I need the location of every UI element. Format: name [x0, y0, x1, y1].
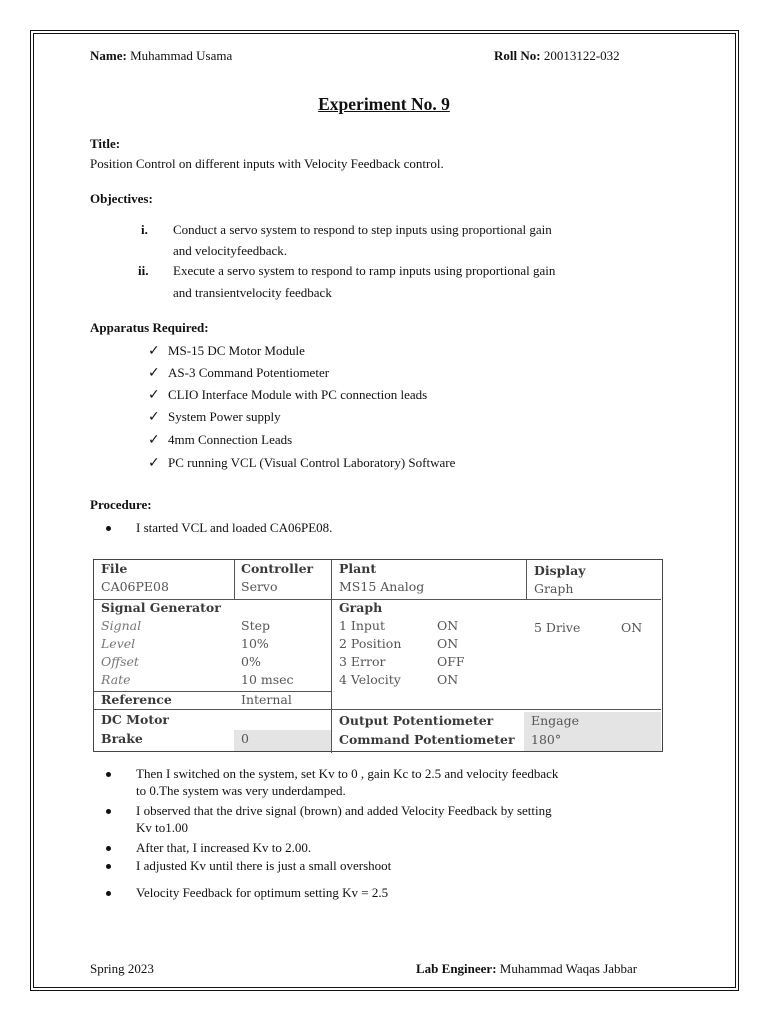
checkmark-icon: ✓ [148, 455, 160, 471]
controller-value: Servo [241, 579, 278, 594]
graph-row-value: OFF [437, 654, 465, 669]
engineer-value: Muhammad Waqas Jabbar [496, 961, 638, 976]
checkmark-icon: ✓ [148, 365, 160, 381]
bullet-icon [106, 526, 111, 531]
graph-row-label: 4 Velocity [339, 672, 401, 687]
command-pot-label: Command Potentiometer [339, 732, 515, 747]
title-heading: Title: [90, 136, 121, 151]
apparatus-item: ✓ 4mm Connection Leads [148, 432, 293, 448]
display-label: Display [534, 563, 586, 578]
objective-line: and velocityfeedback. [173, 243, 288, 258]
file-value: CA06PE08 [101, 579, 169, 594]
procedure-heading: Procedure: [90, 497, 152, 512]
apparatus-item: ✓ PC running VCL (Visual Control Laboratory) Software [148, 455, 456, 471]
dc-motor-label: DC Motor [101, 712, 170, 727]
signal-row-label: Signal [101, 618, 142, 633]
checkmark-icon: ✓ [148, 343, 160, 359]
signal-row-value: 10% [241, 636, 269, 651]
reference-value: Internal [241, 692, 292, 707]
apparatus-item: ✓ CLIO Interface Module with PC connection leads [148, 387, 428, 403]
output-pot-value: Engage [531, 713, 580, 728]
roll-number [494, 48, 620, 64]
bullet-icon [106, 809, 111, 814]
objective-line: Execute a servo system to respond to ramp inputs using proportional gain [173, 263, 556, 278]
vcl-settings-table [93, 559, 663, 752]
signal-row-value: 0% [241, 654, 261, 669]
bullet-icon [106, 846, 111, 851]
apparatus-heading: Apparatus Required: [90, 320, 209, 335]
signal-row-value: 10 msec [241, 672, 294, 687]
footer-lab-engineer [416, 961, 637, 977]
name-value: Muhammad Usama [126, 48, 233, 63]
roll-value: 20013122-032 [540, 48, 620, 63]
graph-row-value: ON [437, 636, 459, 651]
roll-label: Roll No: [494, 48, 541, 63]
graph-row-label: 1 Input [339, 618, 385, 633]
name-label: Name: [90, 48, 127, 63]
checkmark-icon: ✓ [148, 432, 160, 448]
controller-label: Controller [241, 561, 314, 576]
bullet-icon [106, 772, 111, 777]
brake-value: 0 [241, 731, 249, 746]
reference-label: Reference [101, 692, 172, 707]
objective-line: Conduct a servo system to respond to step inputs using proportional gain [173, 222, 552, 237]
signal-row-label: Level [101, 636, 136, 651]
plant-label: Plant [339, 561, 377, 576]
checkmark-icon: ✓ [148, 409, 160, 425]
engineer-label: Lab Engineer: [416, 961, 497, 976]
command-pot-value: 180° [531, 732, 562, 747]
signal-row-value: Step [241, 618, 270, 633]
drive-label: 5 Drive [534, 620, 581, 635]
file-label: File [101, 561, 128, 576]
graph-row-label: 2 Position [339, 636, 402, 651]
objectives-heading: Objectives: [90, 191, 153, 206]
objective-line: and transientvelocity feedback [173, 285, 332, 300]
bullet-icon [106, 864, 111, 869]
signal-row-label: Rate [101, 672, 131, 687]
signal-row-label: Offset [101, 654, 139, 669]
graph-row-value: ON [437, 672, 459, 687]
drive-value: ON [621, 620, 643, 635]
objective-number: i. [141, 222, 148, 237]
apparatus-item: ✓ AS-3 Command Potentiometer [148, 365, 330, 381]
apparatus-item: ✓ MS-15 DC Motor Module [148, 343, 305, 359]
graph-row-label: 3 Error [339, 654, 386, 669]
bullet-icon [106, 891, 111, 896]
footer-semester: Spring 2023 [90, 961, 154, 976]
title-text: Position Control on different inputs with Velocity Feedback control. [90, 156, 444, 171]
objective-number: ii. [138, 263, 149, 278]
signal-generator-label: Signal Generator [101, 600, 221, 615]
graph-row-value: ON [437, 618, 459, 633]
graph-label: Graph [339, 600, 383, 615]
experiment-title: Experiment No. 9 [318, 94, 450, 114]
student-name [90, 48, 232, 64]
plant-value: MS15 Analog [339, 579, 425, 594]
display-value: Graph [534, 581, 574, 596]
checkmark-icon: ✓ [148, 387, 160, 403]
apparatus-item: ✓ System Power supply [148, 409, 281, 425]
output-pot-label: Output Potentiometer [339, 713, 494, 728]
brake-label: Brake [101, 731, 143, 746]
